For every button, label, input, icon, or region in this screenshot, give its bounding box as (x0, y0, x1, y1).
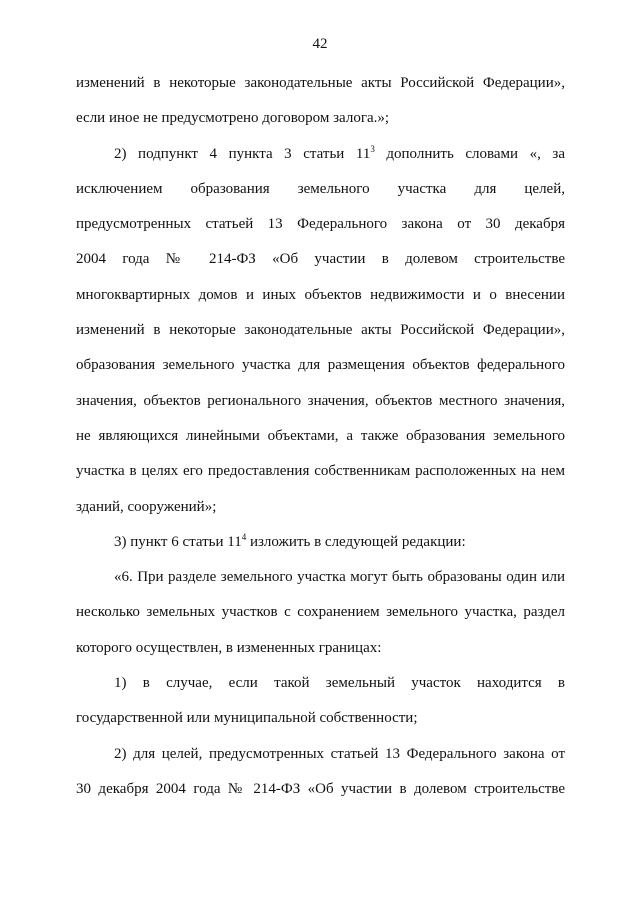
text-line: 2) для целей, предусмотренных статьей 13 Федерального закона от (114, 745, 565, 762)
text-line (76, 137, 565, 172)
text-line: «6. При разделе земельного участка могут быть образованы один или (114, 569, 565, 586)
text-line: несколько земельных участков с сохранением земельного участка, раздел (76, 604, 565, 621)
text-line: значения, объектов регионального значения, объектов местного значения, (76, 392, 565, 409)
text-line: изменений в некоторые законодательные акты Российской Федерации», (76, 75, 565, 91)
text-line: 30 декабря 2004 года № 214-ФЗ «Об участии в долевом строительстве (76, 780, 565, 797)
text-line: исключением образования земельного участка для целей, (76, 180, 565, 197)
superscript: 4 (241, 531, 247, 542)
text-line (76, 525, 565, 560)
text-line: которого осуществлен, в измененных границах: (76, 639, 382, 656)
text-line: изменений в некоторые законодательные акты Российской Федерации», (76, 322, 565, 339)
text-line: 1) в случае, если такой земельный участок находится в (114, 675, 565, 692)
text-line: многоквартирных домов и иных объектов недвижимости и о внесении (76, 286, 565, 303)
text-fragment: дополнить словами «, за (374, 145, 566, 162)
superscript: 3 (370, 143, 375, 154)
text-line: образования земельного участка для размещения объектов федерального (76, 357, 565, 374)
text-line: государственной или муниципальной собственности; (76, 710, 418, 727)
text-line: участка в целях его предоставления собственникам расположенных на нем (76, 463, 565, 480)
text-line: предусмотренных статьей 13 Федерального закона от 30 декабря (76, 216, 565, 233)
text-fragment: 2) подпункт 4 пункта 3 статьи 11 (114, 145, 371, 162)
text-line: зданий, сооружений»; (76, 498, 217, 515)
text-line: не являющихся линейными объектами, а также образования земельного (76, 427, 565, 444)
document-body (76, 66, 565, 807)
text-fragment: изложить в следующей редакции: (246, 533, 466, 550)
text-line: если иное не предусмотрено договором залога.»; (76, 110, 390, 127)
page-number: 42 (312, 36, 328, 52)
text-fragment: 3) пункт 6 статьи 11 (114, 533, 242, 550)
text-line: 2004 года № 214-ФЗ «Об участии в долевом строительстве (76, 251, 565, 268)
